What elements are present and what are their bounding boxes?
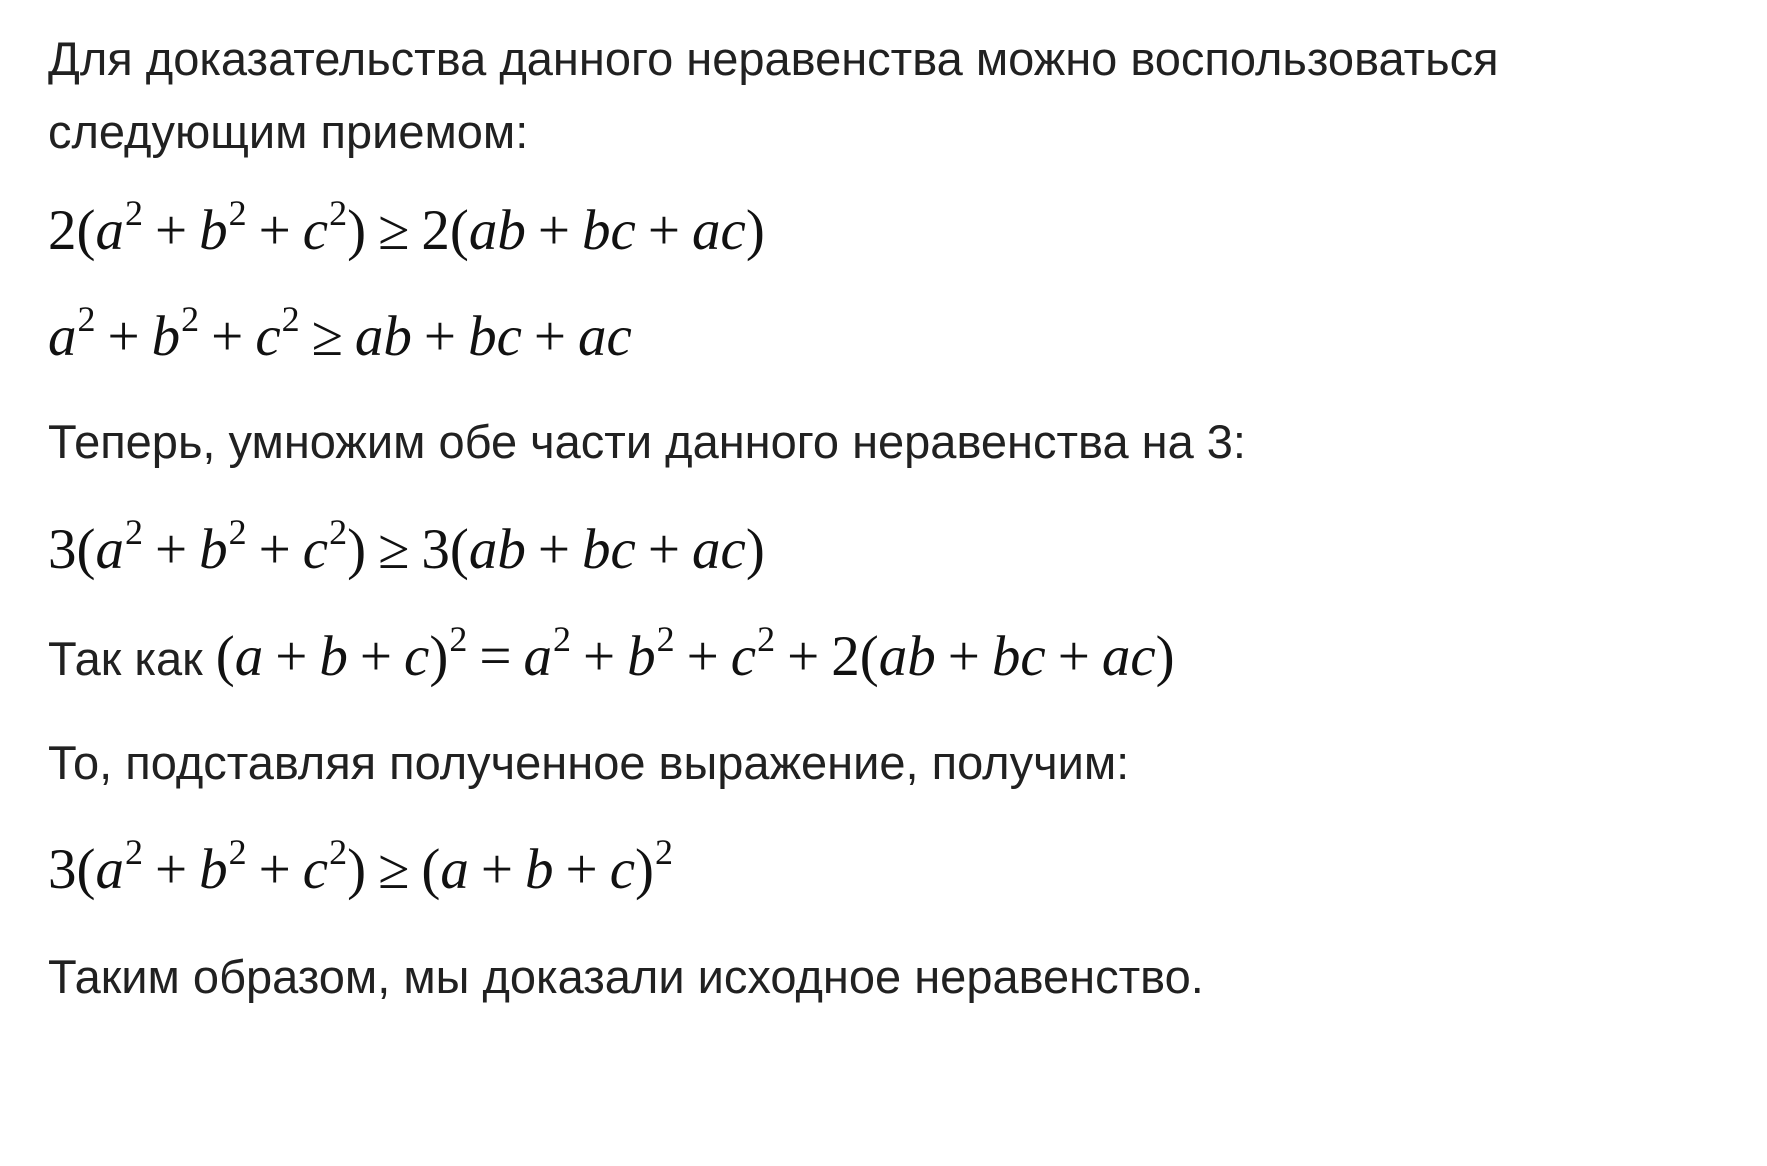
substitute-paragraph	[48, 726, 1707, 799]
substitute-text: То, подставляя полученное выражение, получим:	[48, 736, 1130, 789]
equation-5: $3(a^2 + b^2 + c^2) \ge (a + b + c)^2$	[48, 832, 673, 901]
equation-4: $(a + b + c)^2 = a^2 + b^2 + c^2 + 2(ab$ + bc + ac)	[215, 619, 1175, 688]
multiply-text: Теперь, умножим обе части данного неравенства на 3:	[48, 415, 1246, 468]
equation-3: $3(a^2 + b^2 + c^2) \ge 3(ab$ + bc + ac)	[48, 512, 765, 581]
equation-1: $2(a^2 + b^2 + c^2) \ge 2(ab$ + bc + ac)	[48, 193, 765, 262]
multiply-paragraph	[48, 405, 1707, 478]
since-prefix: Так как	[48, 632, 203, 685]
intro-line-2: следующим приемом:	[48, 105, 529, 158]
since-line	[48, 619, 1707, 698]
conclusion-paragraph	[48, 940, 1707, 1013]
conclusion-text: Таким образом, мы доказали исходное неравенство.	[48, 950, 1204, 1003]
intro-paragraph	[48, 22, 1707, 168]
intro-line-1: Для доказательства данного неравенства можно воспользоваться	[48, 32, 1499, 85]
equation-2: $a^2 + b^2 + c^2$ ≥ ab + bc + ac	[48, 299, 632, 368]
